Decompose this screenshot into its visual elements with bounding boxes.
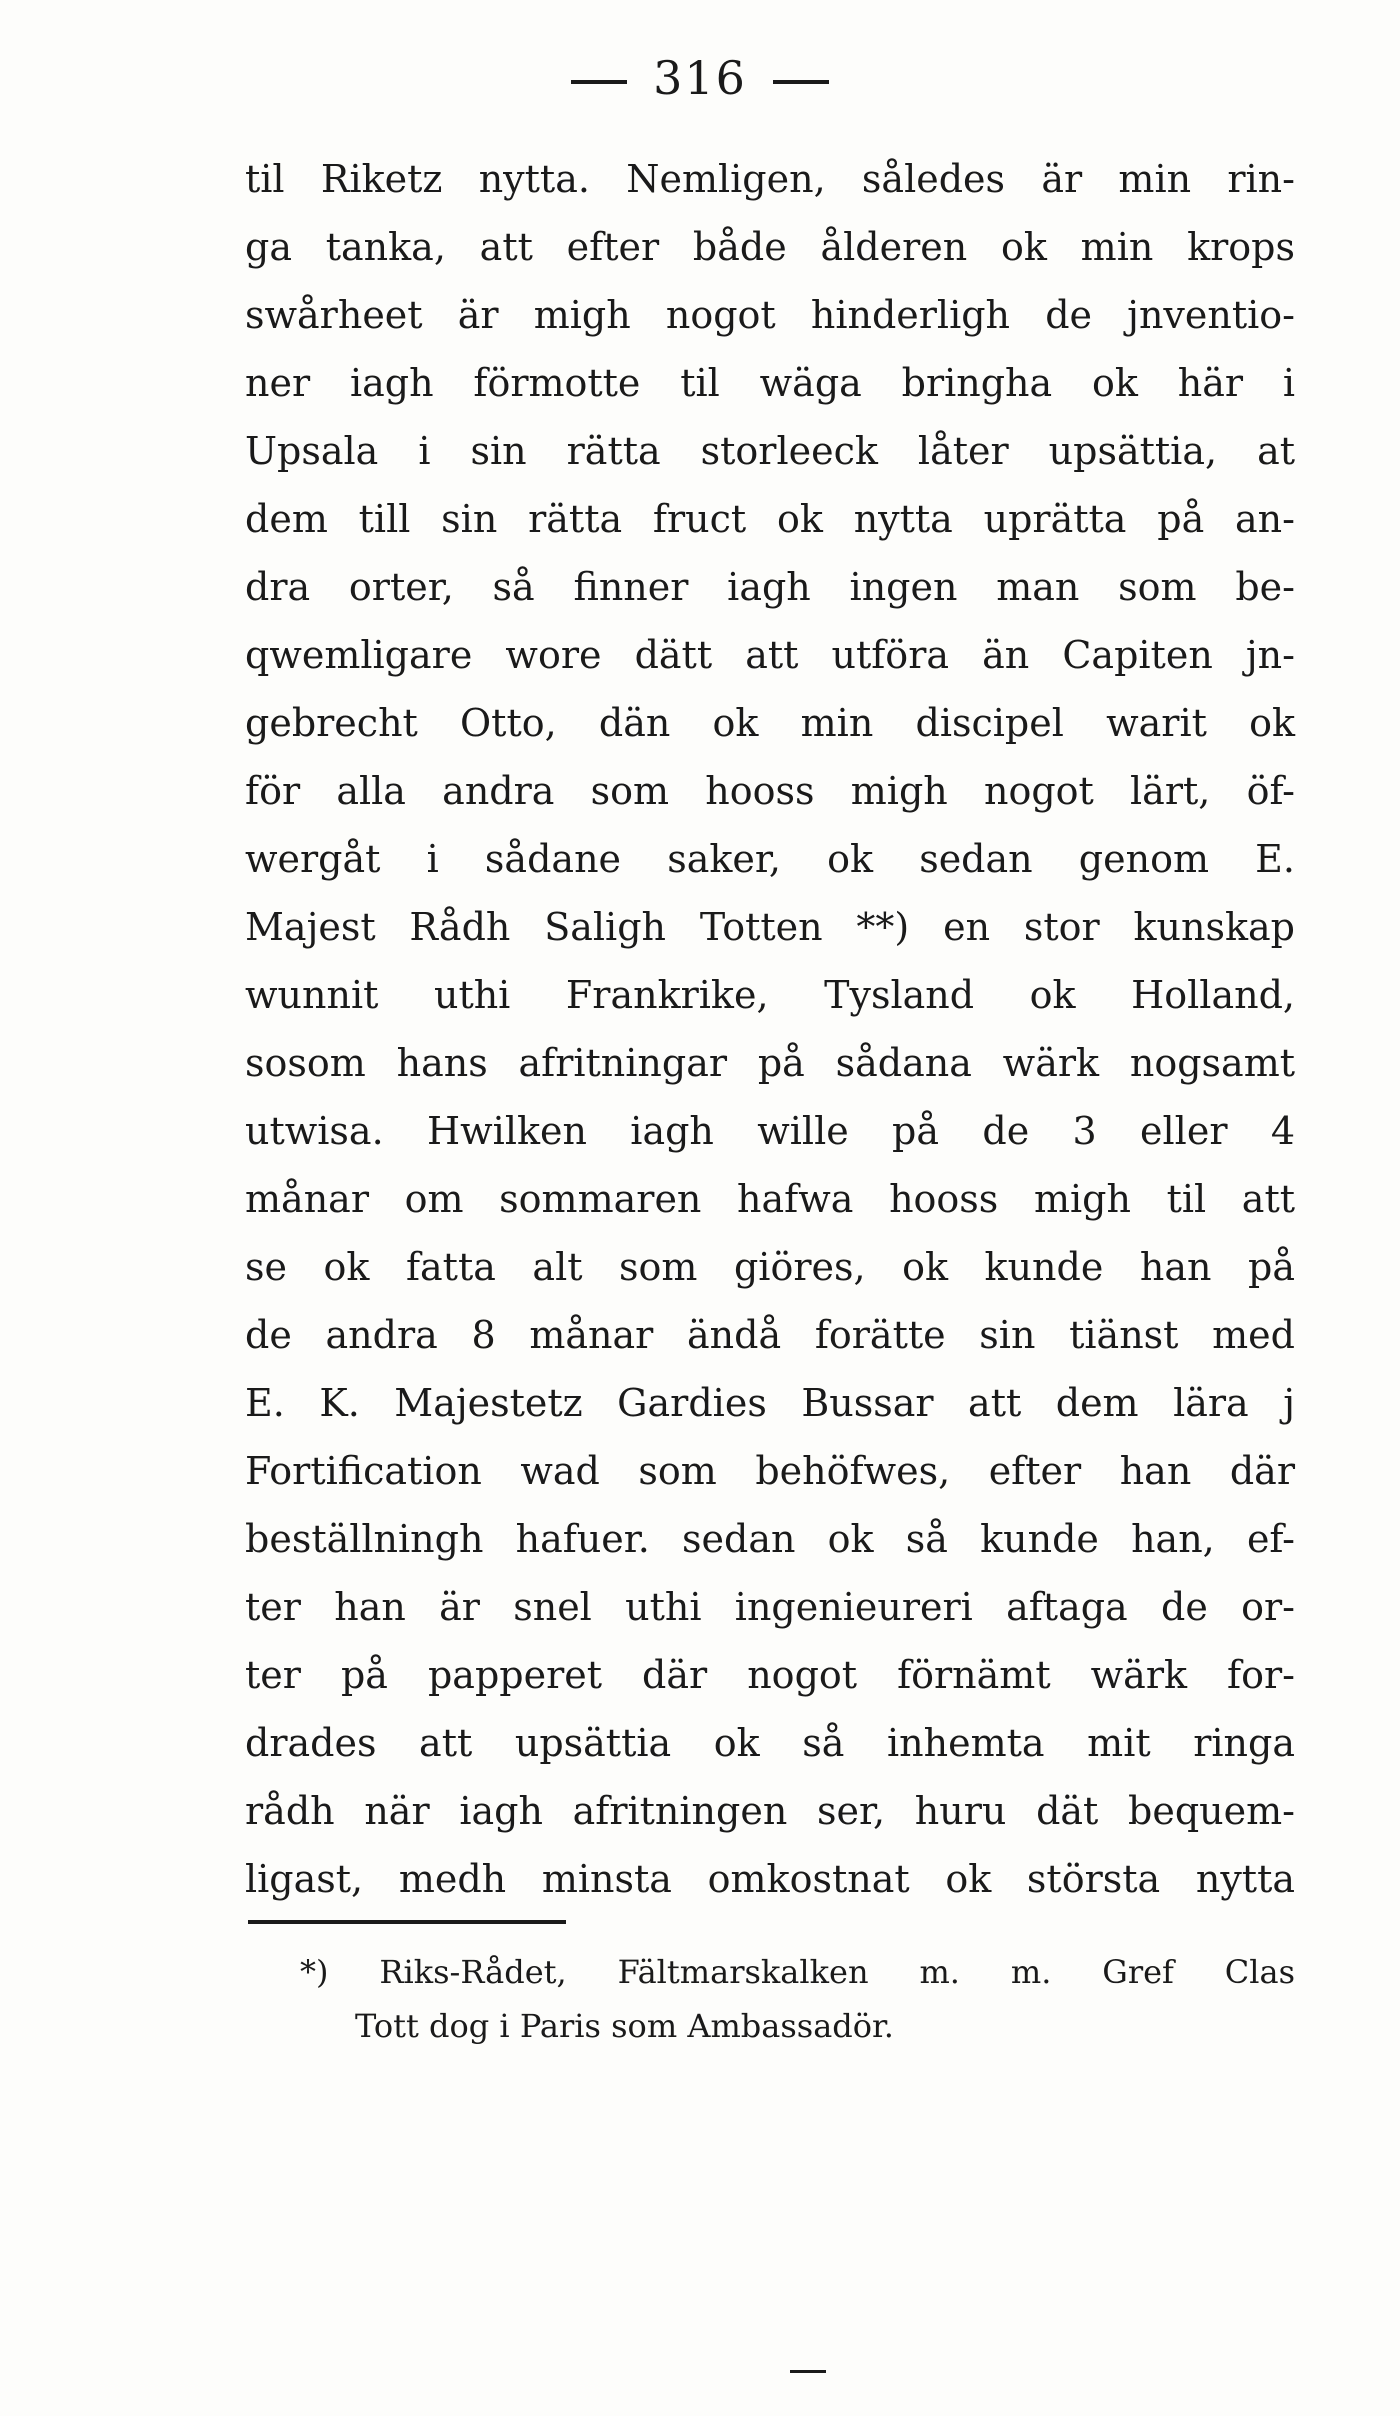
- main-text: [245, 145, 1295, 1913]
- text-line: dra orter, så finner iagh ingen man som be-: [245, 565, 1295, 609]
- text-line: ligast, medh minsta omkostnat ok största nytta: [245, 1857, 1295, 1901]
- text-line: Upsala i sin rätta storleeck låter upsättia, at: [245, 429, 1295, 473]
- text-line: se ok fatta alt som giöres, ok kunde han på: [245, 1245, 1295, 1289]
- text-line: beställningh hafuer. sedan ok så kunde han, ef-: [245, 1517, 1295, 1561]
- text-line: wunnit uthi Frankrike, Tysland ok Holland,: [245, 973, 1295, 1017]
- text-line: E. K. Majestetz Gardies Bussar att dem lära j: [245, 1381, 1295, 1425]
- text-line: Majest Rådh Saligh Totten **) en stor kunskap: [245, 905, 1295, 949]
- text-line: utwisa. Hwilken iagh wille på de 3 eller 4: [245, 1109, 1295, 1153]
- text-line: sosom hans afritningar på sådana wärk nogsamt: [245, 1041, 1295, 1085]
- text-line: gebrecht Otto, dän ok min discipel warit ok: [245, 701, 1295, 745]
- text-line: ter han är snel uthi ingenieureri aftaga de or-: [245, 1585, 1295, 1629]
- text-line: ter på papperet där nogot förnämt wärk for-: [245, 1653, 1295, 1697]
- text-line: wergåt i sådane saker, ok sedan genom E.: [245, 837, 1295, 881]
- header-dash-left: [571, 80, 627, 84]
- text-line: för alla andra som hooss migh nogot lärt, öf-: [245, 769, 1295, 813]
- text-line: swårheet är migh nogot hinderligh de jnventio-: [245, 293, 1295, 337]
- header-dash-right: [773, 80, 829, 84]
- page-number: 316: [653, 51, 747, 105]
- text-line: rådh när iagh afritningen ser, huru dät bequem-: [245, 1789, 1295, 1833]
- text-line: ner iagh förmotte til wäga bringha ok här i: [245, 361, 1295, 405]
- text-line: ga tanka, att efter både ålderen ok min krops: [245, 225, 1295, 269]
- page-header: [0, 48, 1400, 108]
- footnote-rule: [248, 1920, 566, 1924]
- footnote: [300, 1945, 1295, 2053]
- footnote-line: Tott dog i Paris som Ambassadör.: [355, 2007, 894, 2045]
- text-line: de andra 8 månar ändå forätte sin tiänst med: [245, 1313, 1295, 1357]
- text-line: qwemligare wore dätt att utföra än Capiten jn-: [245, 633, 1295, 677]
- text-line: dem till sin rätta fruct ok nytta uprätta på an-: [245, 497, 1295, 541]
- text-line: til Riketz nytta. Nemligen, således är min rin-: [245, 157, 1295, 201]
- text-line: Fortification wad som behöfwes, efter han där: [245, 1449, 1295, 1493]
- text-line: drades att upsättia ok så inhemta mit ringa: [245, 1721, 1295, 1765]
- footnote-line: *) Riks-Rådet, Fältmarskalken m. m. Gref Clas: [300, 1953, 1295, 1991]
- page-bottom-mark: [790, 2370, 826, 2373]
- text-line: månar om sommaren hafwa hooss migh til att: [245, 1177, 1295, 1221]
